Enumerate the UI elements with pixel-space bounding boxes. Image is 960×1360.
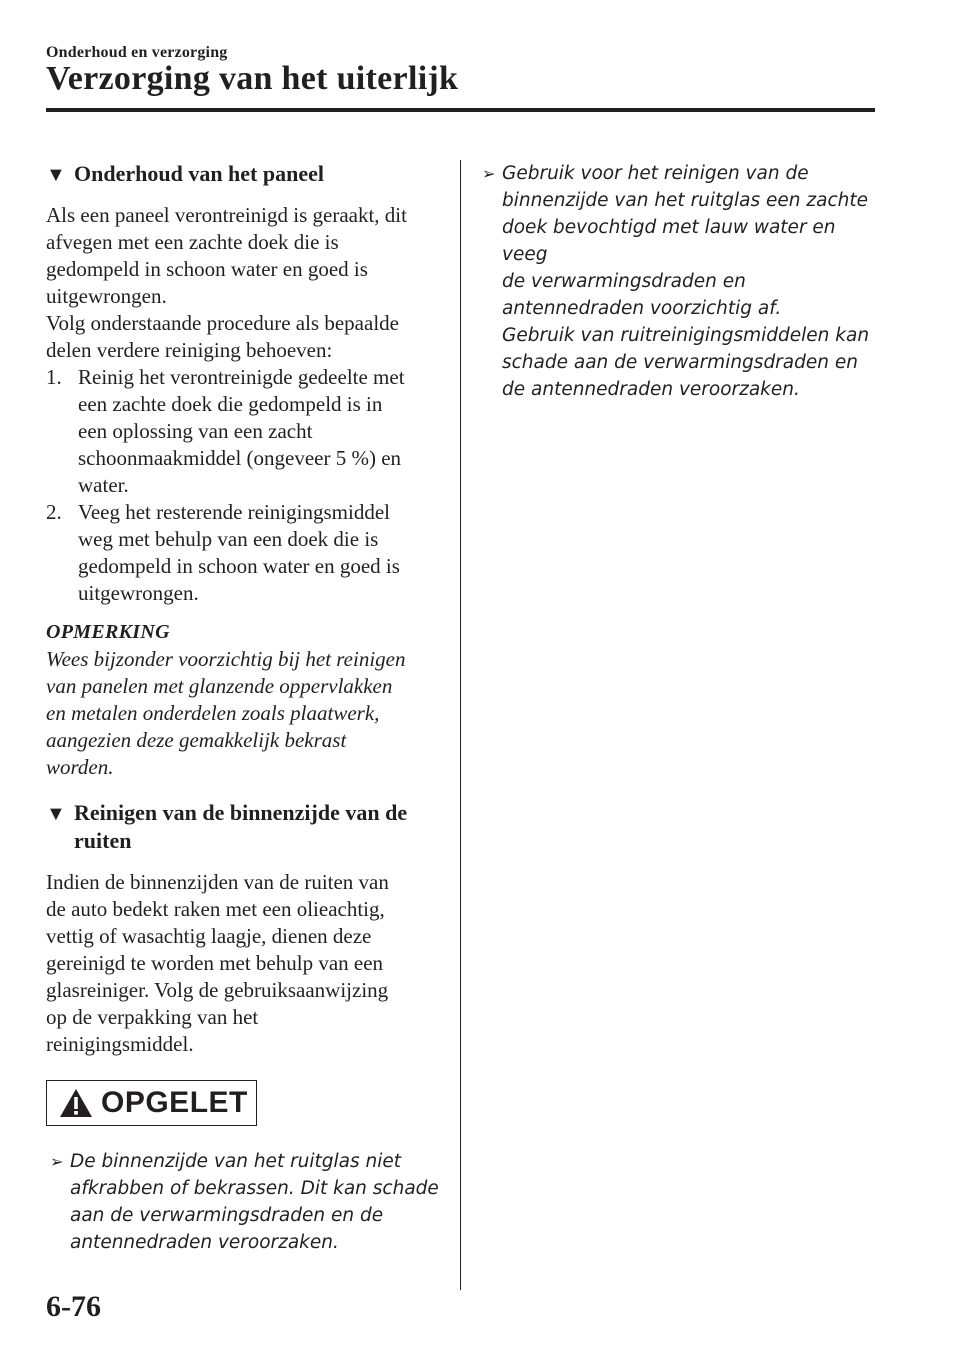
- header-rule: [46, 108, 875, 112]
- window-cleaning-text: Indien de binnenzijden van de ruiten van de auto bedekt raken met een olieachtig, vettig of wasachtig laagje, dienen deze gereinigd te worden met behulp van een glasreiniger. Volg de gebruiksaanwijzing op de verpakking van het reinigingsmiddel.: [46, 870, 389, 1056]
- page-number: 6-76: [46, 1290, 101, 1323]
- arrowhead-bullet-icon: ➢: [50, 1152, 64, 1171]
- arrowhead-bullet-icon: ➢: [482, 164, 496, 183]
- note-title: OPMERKING: [46, 621, 170, 643]
- heading-window-cleaning: ▼ Reinigen van de binnenzijde van de ruiten: [46, 800, 408, 853]
- caution-label: OPGELET: [46, 1080, 257, 1126]
- column-divider: [460, 160, 461, 1290]
- warning-triangle-icon: [59, 1088, 93, 1118]
- note-text: Wees bijzonder voorzichtig bij het reinigen van panelen met glanzende oppervlakken en metalen onderdelen zoals plaatwerk, aangezien deze gemakkelijk bekrast worden.: [46, 647, 406, 779]
- heading-panel-maintenance: ▼ Onderhoud van het paneel: [46, 160, 446, 188]
- left-column: [46, 160, 446, 1256]
- section-label: Onderhoud en verzorging: [46, 44, 228, 61]
- down-triangle-icon: ▼: [46, 803, 66, 825]
- page-title: Verzorging van het uiterlijk: [46, 60, 459, 97]
- right-column: [478, 160, 878, 403]
- panel-steps: [46, 364, 446, 607]
- caution-bullet: ➢ De binnenzijde van het ruitglas niet afkrabben of bekrassen. Dit kan schade aan de verwarmingsdraden en de antennedraden veroorzaken.: [46, 1148, 446, 1256]
- note-block: [46, 619, 446, 781]
- list-item: 2. Veeg het resterende reinigingsmiddel weg met behulp van een doek die is gedompeld in schoon water en goed is uitgewrongen.: [46, 500, 400, 605]
- caution-bullet: ➢ Gebruik voor het reinigen van de binnenzijde van het ruitglas een zachte doek bevochtigd met lauw water en veeg de verwarmingsdraden en antennedraden voorzichtig af. Gebruik van ruitreinigingsmiddelen kan schade aan de verwarmingsdraden en de antennedraden veroorzaken.: [478, 160, 878, 403]
- list-item: 1. Reinig het verontreinigde gedeelte met een zachte doek die gedompeld is in een oplossing van een zacht schoonmaakmiddel (ongeveer 5 %) en water.: [46, 365, 405, 497]
- panel-intro: Als een paneel verontreinigd is geraakt, dit afvegen met een zachte doek die is gedompeld in schoon water en goed is uitgewrongen. Volg onderstaande procedure als bepaalde delen verdere reiniging behoeven:: [46, 203, 407, 362]
- down-triangle-icon: ▼: [46, 164, 66, 186]
